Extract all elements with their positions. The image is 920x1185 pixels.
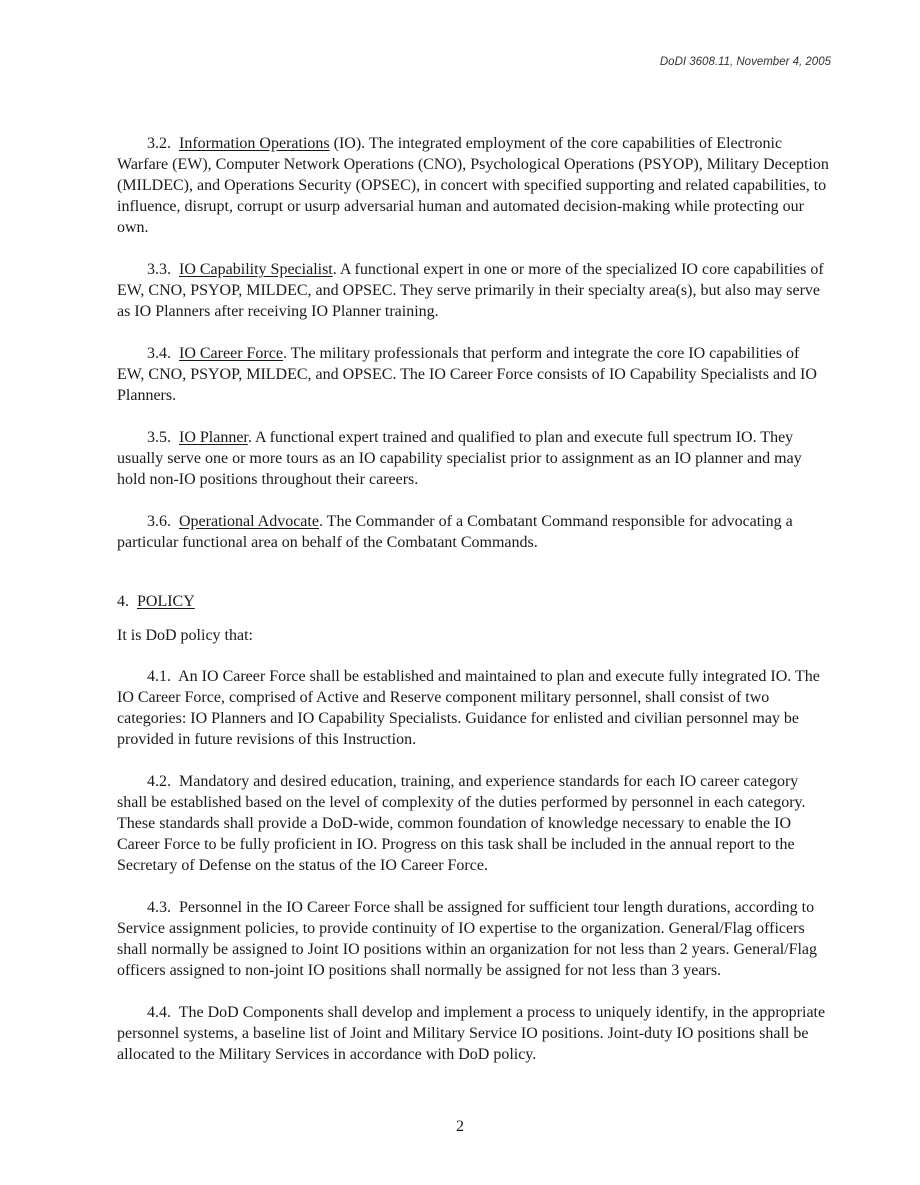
policy-paragraph (117, 1002, 829, 1065)
policy-text: Mandatory and desired education, training, and experience standards for each IO career category shall be established based on the level of complexity of the duties performed by personnel in each category. These standards shall provide a DoD-wide, common foundation of knowledge necessary to enable the IO Career Force to be fully proficient in IO. Progress on this task shall be included in the annual report to the Secretary of Defense on the status of the IO Career Force. (117, 773, 806, 874)
definition-number: 3.4. (147, 345, 171, 362)
policy-paragraph (117, 666, 829, 750)
policy-intro: It is DoD policy that: (117, 627, 253, 644)
definition-paragraph (117, 427, 829, 490)
section-heading (117, 591, 829, 612)
policy-number: 4.2. (147, 773, 171, 790)
definition-paragraph (117, 343, 829, 406)
policy-paragraph (117, 897, 829, 981)
document-body (117, 133, 829, 1086)
definition-number: 3.6. (147, 513, 171, 530)
definition-text: . A functional expert in one or more of the specialized IO core capabilities of EW, CNO, PSYOP, MILDEC, and OPSEC. They serve primarily in their specialty area(s), but also may serve as IO Planners after receiving IO Planner training. (117, 261, 824, 320)
definition-term: Operational Advocate (179, 513, 319, 530)
definition-term: IO Planner (179, 429, 248, 446)
definition-paragraph (117, 511, 829, 553)
section-number: 4. (117, 593, 129, 610)
definition-text: (IO). The integrated employment of the core capabilities of Electronic Warfare (EW), Computer Network Operations (CNO), Psychological Operations (PSYOP), Military Deception (MILDEC), and Operations Security (OPSEC), in concert with specified supporting and related capabilities, to influence, disrupt, corrupt or usurp adversarial human and automated decision-making while protecting our own. (117, 135, 829, 236)
definition-number: 3.3. (147, 261, 171, 278)
policy-number: 4.3. (147, 899, 171, 916)
section-title: POLICY (137, 593, 195, 610)
document-reference-header: DoDI 3608.11, November 4, 2005 (659, 56, 831, 68)
definition-number: 3.2. (147, 135, 171, 152)
definition-term: Information Operations (179, 135, 330, 152)
definition-text: . A functional expert trained and qualified to plan and execute full spectrum IO. They usually serve one or more tours as an IO capability specialist prior to assignment as an IO planner and may hold non-IO positions throughout their careers. (117, 429, 802, 488)
page-number: 2 (456, 1118, 464, 1135)
definition-term: IO Capability Specialist (179, 261, 333, 278)
definition-text: . The military professionals that perform and integrate the core IO capabilities of EW, CNO, PSYOP, MILDEC, and OPSEC. The IO Career Force consists of IO Capability Specialists and IO Planners. (117, 345, 817, 404)
policy-number: 4.4. (147, 1004, 171, 1021)
policy-text: An IO Career Force shall be established and maintained to plan and execute fully integrated IO. The IO Career Force, comprised of Active and Reserve component military personnel, shall consist of two categories: IO Planners and IO Capability Specialists. Guidance for enlisted and civilian personnel may be provided in future revisions of this Instruction. (117, 668, 820, 748)
definition-number: 3.5. (147, 429, 171, 446)
definition-term: IO Career Force (179, 345, 283, 362)
policy-number: 4.1. (147, 668, 171, 685)
policy-text: The DoD Components shall develop and implement a process to uniquely identify, in the appropriate personnel systems, a baseline list of Joint and Military Service IO positions. Joint-duty IO positions shall be allocated to the Military Services in accordance with DoD policy. (117, 1004, 826, 1063)
definition-paragraph (117, 259, 829, 322)
definition-paragraph (117, 133, 829, 238)
definition-text: . The Commander of a Combatant Command responsible for advocating a particular functional area on behalf of the Combatant Commands. (117, 513, 793, 551)
policy-text: Personnel in the IO Career Force shall be assigned for sufficient tour length durations, according to Service assignment policies, to provide continuity of IO expertise to the organization. General/Flag officers shall normally be assigned to Joint IO positions within an organization for not less than 2 years. General/Flag officers assigned to non-joint IO positions shall normally be assigned for not less than 3 years. (117, 899, 818, 979)
policy-paragraph (117, 771, 829, 876)
